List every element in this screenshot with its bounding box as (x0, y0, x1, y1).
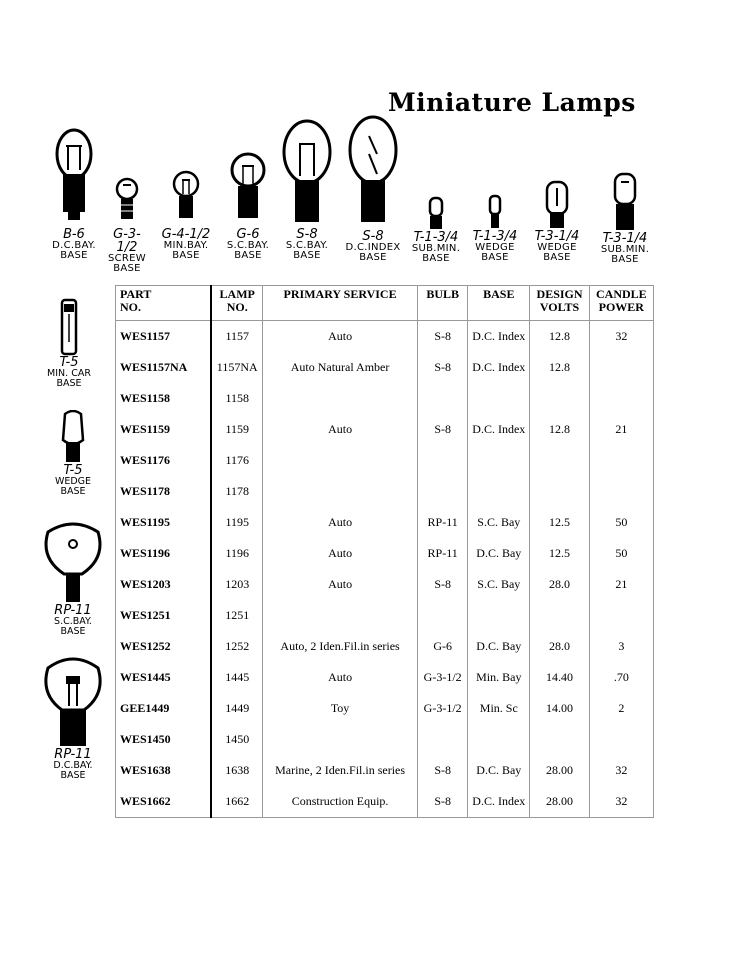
header-text: NO. (226, 300, 248, 314)
bulb-desc: WEDGE (54, 476, 92, 487)
table-row (116, 445, 654, 476)
header-text: DESIGN (536, 287, 583, 301)
bulb-g6-icon (230, 150, 266, 228)
cell-candle-power: 32 (589, 786, 653, 818)
cell-part-no: WES1450 (116, 724, 212, 755)
bulb-t5-wedge-icon (59, 410, 87, 464)
cell-part-no: WES1159 (116, 414, 212, 445)
cell-candle-power (589, 383, 653, 414)
cell-primary-service: Auto, 2 Iden.Fil.in series (262, 631, 417, 662)
cell-primary-service: Auto (262, 507, 417, 538)
table-row (116, 600, 654, 631)
bulb-t134-submin-icon (427, 196, 445, 231)
cell-part-no: WES1178 (116, 476, 212, 507)
bulb-desc: D.C.BAY. (52, 240, 96, 251)
cell-design-volts (530, 445, 589, 476)
cell-primary-service: Auto Natural Amber (262, 352, 417, 383)
cell-lamp-no: 1176 (211, 445, 262, 476)
cell-primary-service: Construction Equip. (262, 786, 417, 818)
bulb-t314-submin-icon (612, 172, 638, 232)
table-row (116, 786, 654, 818)
cell-design-volts: 28.0 (530, 569, 589, 600)
bulb-g6-illustration (220, 150, 276, 261)
bulb-desc: BASE (60, 770, 86, 781)
table-row (116, 321, 654, 353)
cell-bulb: RP-11 (418, 538, 468, 569)
side-bulb-rp11-dc (38, 656, 108, 781)
bulb-desc: BASE (611, 254, 639, 265)
cell-base (468, 445, 530, 476)
cell-base: Min. Sc (468, 693, 530, 724)
bulb-code: G-3-1/2 (113, 227, 141, 255)
cell-lamp-no: 1159 (211, 414, 262, 445)
cell-primary-service: Auto (262, 662, 417, 693)
cell-lamp-no: 1662 (211, 786, 262, 818)
cell-base: S.C. Bay (468, 569, 530, 600)
header-primary-service (262, 286, 417, 321)
page-title: Miniature Lamps (388, 88, 636, 117)
side-bulb-rp11-sc (38, 522, 108, 637)
lamps-table (115, 285, 654, 818)
bulb-g412-icon (172, 168, 200, 228)
cell-part-no: WES1158 (116, 383, 212, 414)
cell-design-volts: 12.8 (530, 414, 589, 445)
cell-bulb: RP-11 (418, 507, 468, 538)
cell-part-no: WES1203 (116, 569, 212, 600)
bulb-t314-wedge-illustration (530, 180, 584, 263)
bulb-desc: SCREW (108, 253, 146, 264)
bulb-desc: BASE (60, 250, 88, 261)
cell-primary-service: Auto (262, 538, 417, 569)
header-text: LAMP (219, 287, 255, 301)
bulb-code: B-6 (63, 227, 85, 242)
bulb-rp11-dc-icon (40, 656, 106, 748)
cell-primary-service (262, 445, 417, 476)
cell-design-volts (530, 383, 589, 414)
header-text: BULB (426, 287, 459, 301)
bulb-desc: S.C.BAY. (54, 616, 92, 627)
cell-bulb: S-8 (418, 352, 468, 383)
cell-base: D.C. Bay (468, 755, 530, 786)
bulb-code: T-3-1/4 (602, 231, 648, 246)
cell-candle-power: 21 (589, 414, 653, 445)
cell-bulb (418, 600, 468, 631)
header-base (468, 286, 530, 321)
cell-lamp-no: 1638 (211, 755, 262, 786)
cell-design-volts: 12.8 (530, 352, 589, 383)
bulb-g312-illustration (104, 175, 150, 274)
cell-primary-service (262, 476, 417, 507)
bulb-s8-index-illustration (342, 114, 404, 263)
cell-base (468, 383, 530, 414)
bulb-desc: BASE (172, 250, 200, 261)
cell-part-no: WES1251 (116, 600, 212, 631)
table-row (116, 662, 654, 693)
cell-design-volts (530, 476, 589, 507)
bulb-b6-icon (54, 128, 94, 228)
header-text: PART (120, 287, 152, 301)
bulb-code: RP-11 (54, 603, 92, 618)
cell-candle-power: 50 (589, 538, 653, 569)
cell-lamp-no: 1252 (211, 631, 262, 662)
bulb-t5-mincar-icon (59, 298, 79, 356)
cell-lamp-no: 1157 (211, 321, 262, 353)
table-row (116, 476, 654, 507)
cell-candle-power: 32 (589, 755, 653, 786)
cell-part-no: GEE1449 (116, 693, 212, 724)
cell-base: D.C. Index (468, 414, 530, 445)
bulb-code: T-5 (59, 355, 79, 370)
bulb-code: T-3-1/4 (534, 229, 580, 244)
cell-candle-power (589, 352, 653, 383)
cell-primary-service: Auto (262, 321, 417, 353)
cell-bulb: G-3-1/2 (418, 693, 468, 724)
cell-part-no: WES1445 (116, 662, 212, 693)
cell-part-no: WES1662 (116, 786, 212, 818)
cell-bulb (418, 383, 468, 414)
header-text: BASE (483, 287, 515, 301)
bulb-desc: SUB.MIN. (411, 243, 461, 254)
side-bulb-t5-wedge (38, 410, 108, 497)
cell-bulb: S-8 (418, 569, 468, 600)
header-text: VOLTS (539, 300, 580, 314)
bulb-code: G-4-1/2 (161, 227, 211, 242)
cell-candle-power (589, 600, 653, 631)
table-header (116, 286, 654, 321)
cell-bulb: S-8 (418, 321, 468, 353)
bulb-s8-sc-icon (281, 118, 333, 228)
header-text: PRIMARY SERVICE (283, 287, 397, 301)
cell-bulb: S-8 (418, 414, 468, 445)
bulb-code: G-6 (236, 227, 260, 242)
cell-base: S.C. Bay (468, 507, 530, 538)
table-row (116, 724, 654, 755)
cell-primary-service (262, 383, 417, 414)
cell-bulb: S-8 (418, 786, 468, 818)
cell-base (468, 724, 530, 755)
cell-design-volts: 28.0 (530, 631, 589, 662)
bulb-code: RP-11 (54, 747, 92, 762)
cell-candle-power (589, 724, 653, 755)
cell-base: D.C. Bay (468, 631, 530, 662)
cell-base (468, 476, 530, 507)
bulb-t134-wedge-illustration (470, 194, 520, 263)
header-text: CANDLE (595, 287, 647, 301)
bulb-desc: BASE (60, 486, 86, 497)
cell-lamp-no: 1445 (211, 662, 262, 693)
header-text: NO. (120, 300, 141, 314)
cell-lamp-no: 1450 (211, 724, 262, 755)
table-row (116, 538, 654, 569)
cell-lamp-no: 1158 (211, 383, 262, 414)
cell-lamp-no: 1251 (211, 600, 262, 631)
bulb-desc: BASE (359, 252, 387, 263)
cell-bulb (418, 445, 468, 476)
cell-base: D.C. Index (468, 321, 530, 353)
table-row (116, 383, 654, 414)
header-text: POWER (598, 300, 644, 314)
bulb-desc: WEDGE (475, 242, 515, 253)
bulb-t314-wedge-icon (544, 180, 570, 230)
cell-base: D.C. Bay (468, 538, 530, 569)
cell-lamp-no: 1157NA (211, 352, 262, 383)
bulb-desc: MIN.BAY. (163, 240, 209, 251)
cell-base: D.C. Index (468, 786, 530, 818)
cell-candle-power: 2 (589, 693, 653, 724)
cell-lamp-no: 1449 (211, 693, 262, 724)
bulb-code: T-1-3/4 (472, 229, 518, 244)
cell-base: D.C. Index (468, 352, 530, 383)
bulb-desc: BASE (422, 253, 450, 264)
cell-part-no: WES1157NA (116, 352, 212, 383)
cell-design-volts: 28.00 (530, 786, 589, 818)
cell-candle-power (589, 445, 653, 476)
cell-candle-power: 32 (589, 321, 653, 353)
side-bulb-t5-mincar (34, 298, 104, 389)
cell-design-volts: 14.40 (530, 662, 589, 693)
cell-primary-service (262, 600, 417, 631)
cell-bulb (418, 724, 468, 755)
bulb-s8-sc-illustration (278, 118, 336, 261)
cell-bulb (418, 476, 468, 507)
bulb-rp11-sc-icon (40, 522, 106, 604)
cell-design-volts: 14.00 (530, 693, 589, 724)
cell-primary-service: Auto (262, 569, 417, 600)
cell-candle-power (589, 476, 653, 507)
cell-primary-service: Toy (262, 693, 417, 724)
bulb-desc: BASE (234, 250, 262, 261)
bulb-desc: MIN. CAR (47, 368, 91, 379)
cell-bulb: G-6 (418, 631, 468, 662)
cell-part-no: WES1195 (116, 507, 212, 538)
cell-lamp-no: 1195 (211, 507, 262, 538)
cell-candle-power: 21 (589, 569, 653, 600)
cell-part-no: WES1638 (116, 755, 212, 786)
bulb-t134-submin-illustration (408, 196, 464, 264)
cell-design-volts: 12.8 (530, 321, 589, 353)
cell-part-no: WES1196 (116, 538, 212, 569)
cell-candle-power: 50 (589, 507, 653, 538)
table-row (116, 631, 654, 662)
bulb-code: S-8 (296, 227, 318, 242)
bulb-t314-submin-illustration (596, 172, 654, 265)
cell-lamp-no: 1196 (211, 538, 262, 569)
bulb-code: S-8 (362, 229, 384, 244)
cell-design-volts (530, 724, 589, 755)
cell-base: Min. Bay (468, 662, 530, 693)
bulb-t134-wedge-icon (487, 194, 503, 230)
cell-primary-service (262, 724, 417, 755)
table-row (116, 507, 654, 538)
cell-design-volts (530, 600, 589, 631)
header-bulb (418, 286, 468, 321)
cell-candle-power: .70 (589, 662, 653, 693)
bulb-desc: S.C.BAY. (285, 240, 329, 251)
table-row (116, 414, 654, 445)
bulb-desc: S.C.BAY. (226, 240, 270, 251)
cell-design-volts: 28.00 (530, 755, 589, 786)
cell-lamp-no: 1178 (211, 476, 262, 507)
bulb-code: T-5 (63, 463, 83, 478)
header-candle-power (589, 286, 653, 321)
bulb-desc: WEDGE (537, 242, 577, 253)
cell-bulb: S-8 (418, 755, 468, 786)
bulb-g312-icon (115, 175, 139, 228)
bulb-desc: BASE (481, 252, 509, 263)
cell-candle-power: 3 (589, 631, 653, 662)
bulb-desc: BASE (56, 378, 82, 389)
bulb-desc: BASE (543, 252, 571, 263)
bulb-desc: BASE (113, 263, 141, 274)
cell-primary-service: Auto (262, 414, 417, 445)
cell-primary-service: Marine, 2 Iden.Fil.in series (262, 755, 417, 786)
cell-lamp-no: 1203 (211, 569, 262, 600)
bulb-g412-illustration (158, 168, 214, 261)
bulb-b6-illustration (48, 128, 100, 261)
table-row (116, 352, 654, 383)
cell-part-no: WES1157 (116, 321, 212, 353)
bulb-code: T-1-3/4 (413, 230, 459, 245)
header-part-no (116, 286, 212, 321)
table-body (116, 321, 654, 818)
cell-design-volts: 12.5 (530, 507, 589, 538)
cell-base (468, 600, 530, 631)
table-row (116, 569, 654, 600)
bulb-desc: BASE (60, 626, 86, 637)
bulb-desc: D.C.INDEX (345, 242, 401, 253)
cell-part-no: WES1176 (116, 445, 212, 476)
bulb-desc: BASE (293, 250, 321, 261)
bulb-s8-index-icon (347, 114, 399, 230)
header-design-volts (530, 286, 589, 321)
cell-part-no: WES1252 (116, 631, 212, 662)
header-lamp-no (211, 286, 262, 321)
cell-design-volts: 12.5 (530, 538, 589, 569)
table-row (116, 693, 654, 724)
table-row (116, 755, 654, 786)
bulb-desc: D.C.BAY. (53, 760, 93, 771)
bulb-desc: SUB.MIN. (600, 244, 650, 255)
cell-bulb: G-3-1/2 (418, 662, 468, 693)
